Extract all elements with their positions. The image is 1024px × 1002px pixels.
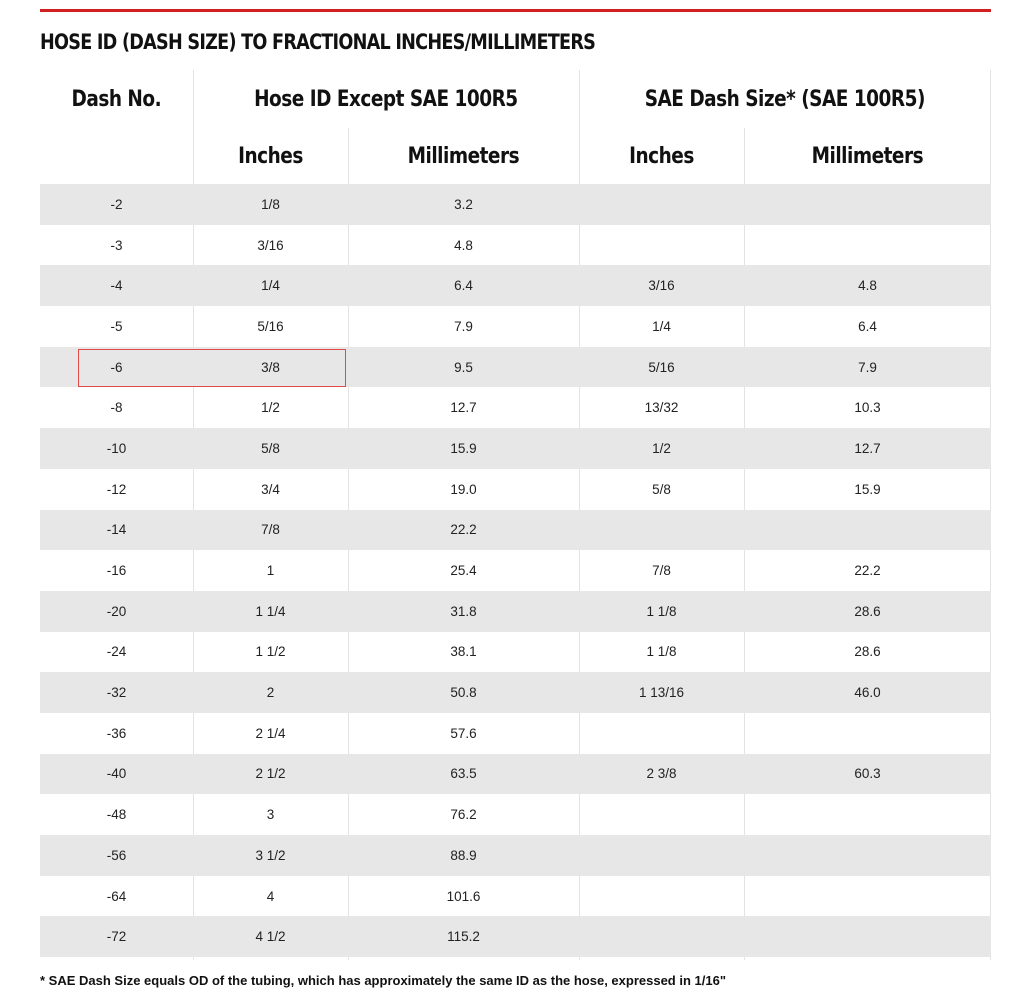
cell-mm-1: 15.9 <box>450 440 477 456</box>
cell-mm-2 <box>744 794 991 835</box>
table-row <box>40 835 991 876</box>
table-row <box>40 510 991 551</box>
cell-inches-1: 1 <box>266 563 275 579</box>
cell-inches-1: 3/4 <box>261 481 280 497</box>
cell-inches-2: 13/32 <box>644 400 679 416</box>
cell-mm-1: 12.7 <box>450 400 477 416</box>
table-header <box>40 70 991 184</box>
cell-mm-1: 22.2 <box>450 522 477 538</box>
cell-inches-2 <box>579 835 744 876</box>
cell-mm-2: 7.9 <box>858 359 877 375</box>
cell-inches-1: 3 1/2 <box>255 847 286 863</box>
cell-mm-2: 6.4 <box>858 318 877 334</box>
cell-mm-1: 115.2 <box>447 929 480 945</box>
cell-dash: -48 <box>106 807 127 823</box>
cell-dash: -5 <box>110 318 123 334</box>
cell-dash: -20 <box>106 603 127 619</box>
cell-inches-2: 1 1/8 <box>646 644 677 660</box>
conversion-table <box>40 70 991 957</box>
cell-inches-2: 5/8 <box>652 481 671 497</box>
cell-inches-1: 7/8 <box>261 522 280 538</box>
cell-mm-2 <box>744 184 991 225</box>
cell-inches-2: 1 13/16 <box>638 685 685 701</box>
cell-inches-1: 5/16 <box>257 318 284 334</box>
cell-mm-2: 10.3 <box>854 400 881 416</box>
cell-mm-1: 88.9 <box>450 847 477 863</box>
header-group-hose-id: Hose ID Except SAE 100R5 <box>254 86 518 112</box>
cell-inches-2 <box>579 510 744 551</box>
cell-mm-1: 7.9 <box>454 318 473 334</box>
cell-dash: -3 <box>110 237 123 253</box>
header-millimeters-1: Millimeters <box>407 143 520 169</box>
table-row <box>40 916 991 957</box>
cell-inches-2: 1/4 <box>652 318 671 334</box>
cell-inches-2: 1/2 <box>652 440 671 456</box>
cell-dash: -64 <box>106 888 127 904</box>
cell-dash: -12 <box>106 481 127 497</box>
cell-dash: -2 <box>110 196 123 212</box>
table-row <box>40 591 991 632</box>
cell-dash: -72 <box>106 929 127 945</box>
cell-dash: -8 <box>110 400 123 416</box>
top-accent-rule <box>40 9 991 12</box>
cell-inches-1: 5/8 <box>261 440 280 456</box>
table-row <box>40 876 991 917</box>
cell-mm-2 <box>744 510 991 551</box>
table-row <box>40 794 991 835</box>
footnote: * SAE Dash Size equals OD of the tubing, which has approximately the same ID as the hose, expressed in 1/16" <box>40 973 726 988</box>
cell-mm-2: 15.9 <box>854 481 881 497</box>
cell-dash: -4 <box>110 278 123 294</box>
cell-inches-2: 2 3/8 <box>646 766 677 782</box>
cell-mm-1: 25.4 <box>450 563 477 579</box>
cell-dash: -16 <box>106 563 127 579</box>
cell-mm-2 <box>744 916 991 957</box>
table-row <box>40 754 991 795</box>
cell-mm-1: 3.2 <box>454 196 473 212</box>
cell-mm-1: 31.8 <box>450 603 477 619</box>
cell-inches-1: 1/4 <box>261 278 280 294</box>
cell-mm-2 <box>744 713 991 754</box>
cell-inches-2 <box>579 916 744 957</box>
table-row <box>40 225 991 266</box>
cell-mm-1: 57.6 <box>450 725 477 741</box>
cell-inches-1: 1/8 <box>261 196 280 212</box>
cell-mm-2 <box>744 835 991 876</box>
cell-inches-2 <box>579 713 744 754</box>
cell-mm-2 <box>744 876 991 917</box>
table-row <box>40 347 991 388</box>
cell-dash: -14 <box>106 522 127 538</box>
table-body <box>40 184 991 957</box>
cell-mm-2 <box>744 225 991 266</box>
cell-mm-1: 76.2 <box>450 807 477 823</box>
cell-inches-1: 2 <box>266 685 275 701</box>
cell-mm-2: 22.2 <box>854 563 881 579</box>
cell-dash: -10 <box>106 440 127 456</box>
cell-mm-2: 28.6 <box>854 603 881 619</box>
cell-inches-2: 3/16 <box>648 278 675 294</box>
cell-inches-1: 1/2 <box>261 400 280 416</box>
cell-dash: -40 <box>106 766 127 782</box>
cell-mm-1: 50.8 <box>450 685 477 701</box>
cell-inches-1: 2 1/4 <box>255 725 286 741</box>
cell-inches-1: 1 1/4 <box>255 603 286 619</box>
cell-mm-2: 28.6 <box>854 644 881 660</box>
cell-inches-2: 7/8 <box>652 563 671 579</box>
table-row <box>40 672 991 713</box>
cell-inches-1: 3/16 <box>257 237 284 253</box>
table-row <box>40 265 991 306</box>
header-group-sae-dash: SAE Dash Size* (SAE 100R5) <box>644 86 926 112</box>
cell-mm-2: 12.7 <box>854 440 881 456</box>
cell-mm-1: 6.4 <box>454 278 473 294</box>
cell-inches-1: 4 <box>266 888 275 904</box>
header-inches-1: Inches <box>238 143 303 169</box>
cell-inches-2 <box>579 184 744 225</box>
cell-dash: -24 <box>106 644 127 660</box>
header-dash-no: Dash No. <box>71 86 162 112</box>
cell-dash: -36 <box>106 725 127 741</box>
cell-mm-2: 46.0 <box>854 685 881 701</box>
cell-dash: -56 <box>106 847 127 863</box>
header-inches-2: Inches <box>629 143 694 169</box>
cell-mm-1: 38.1 <box>450 644 477 660</box>
cell-dash: -32 <box>106 685 127 701</box>
cell-inches-2: 5/16 <box>648 359 675 375</box>
header-millimeters-2: Millimeters <box>811 143 924 169</box>
cell-inches-2: 1 1/8 <box>646 603 677 619</box>
cell-inches-1: 2 1/2 <box>255 766 286 782</box>
cell-mm-1: 101.6 <box>446 888 481 904</box>
table-row <box>40 184 991 225</box>
cell-inches-1: 4 1/2 <box>255 929 286 945</box>
table-row <box>40 632 991 673</box>
cell-inches-1: 1 1/2 <box>255 644 286 660</box>
cell-mm-1: 63.5 <box>450 766 477 782</box>
cell-inches-2 <box>579 876 744 917</box>
table-row <box>40 713 991 754</box>
cell-mm-1: 19.0 <box>450 481 477 497</box>
cell-inches-1: 3 <box>266 807 275 823</box>
table-row <box>40 387 991 428</box>
table-row <box>40 550 991 591</box>
cell-mm-2: 4.8 <box>858 278 877 294</box>
cell-dash: -6 <box>110 359 123 375</box>
table-row <box>40 428 991 469</box>
cell-mm-1: 9.5 <box>454 359 473 375</box>
table-row <box>40 306 991 347</box>
cell-inches-1: 3/8 <box>261 359 280 375</box>
cell-inches-2 <box>579 225 744 266</box>
cell-inches-2 <box>579 794 744 835</box>
table-row <box>40 469 991 510</box>
cell-mm-1: 4.8 <box>454 237 473 253</box>
cell-mm-2: 60.3 <box>854 766 881 782</box>
page-title: HOSE ID (DASH SIZE) TO FRACTIONAL INCHES/MILLIMETERS <box>40 30 596 54</box>
